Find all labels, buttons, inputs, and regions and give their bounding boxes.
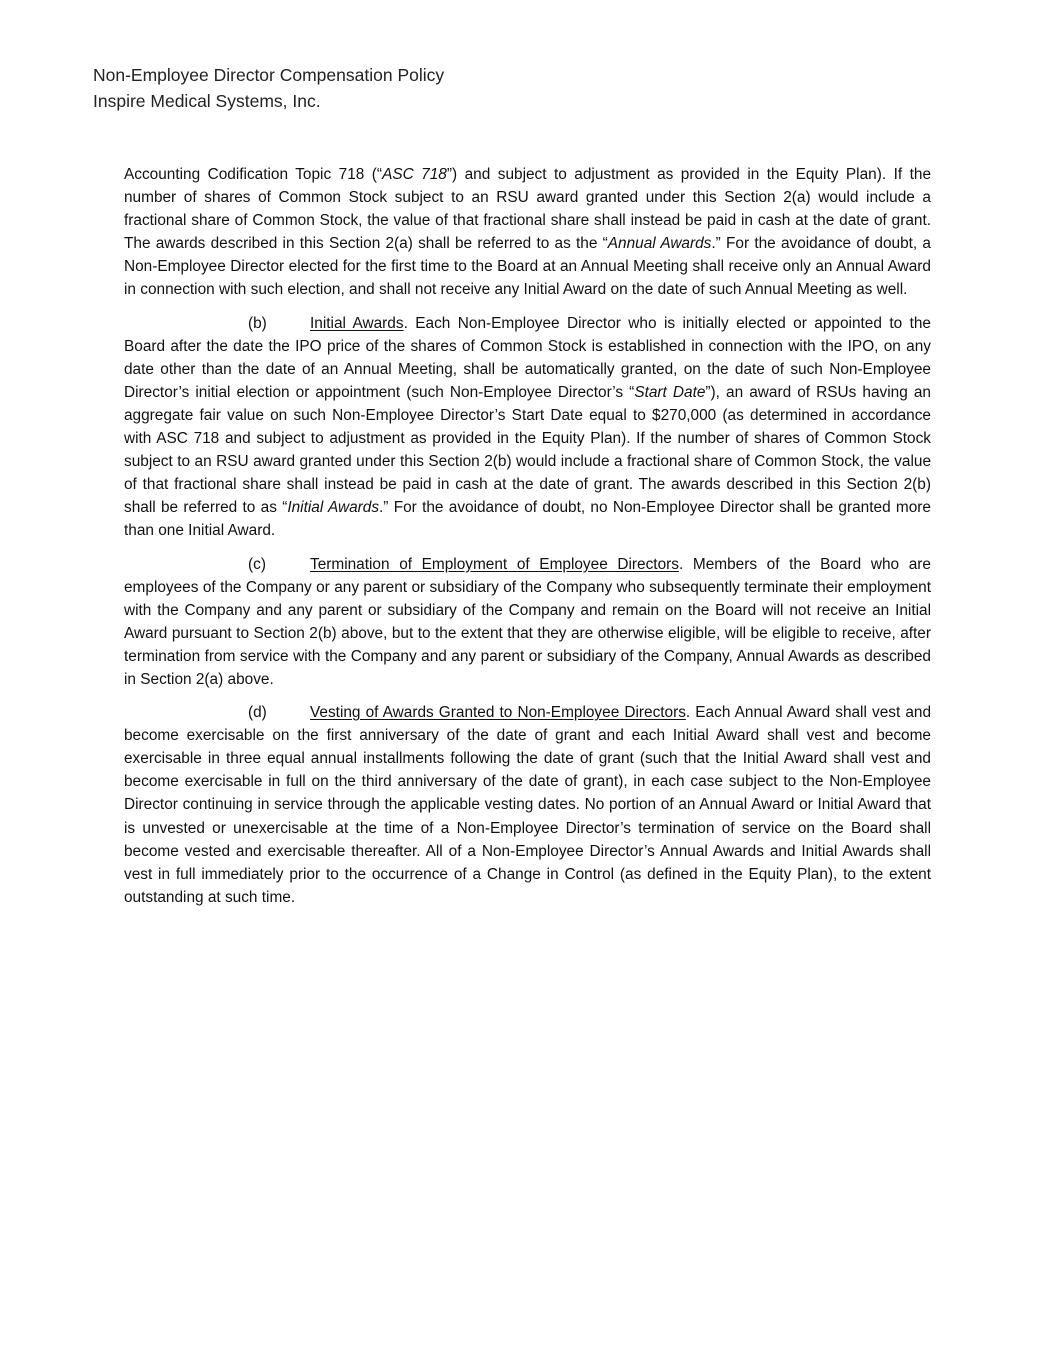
section-heading-termination: Termination of Employment of Employee Directors (310, 555, 679, 573)
section-marker-b: (b) (248, 314, 267, 332)
defined-term-start-date: Start Date (634, 383, 706, 401)
section-marker-d: (d) (248, 704, 267, 722)
paragraph-text: . Each Annual Award shall vest and become exercisable on the first anniversary of the date of grant and each Initial Award shall vest and become exercisable in three equal annual installments following the date of grant (such that the Initial Award shall vest and become exercisable in full on the third anniversary of the date of grant), in each case subject to the Non-Employee Director continuing in service through the applicable vesting dates. No portion of an Annual Award or Initial Award that is unvested or unexercisable at the time of a Non-Employee Director’s termination of service on the Board shall become vested and exercisable thereafter. All of a Non-Employee Director’s Annual Awards and Initial Awards shall vest in full immediately prior to the occurrence of a Change in Control (as defined in the Equity Plan), to the extent outstanding at such time. (124, 704, 931, 906)
paragraph-section-2c (124, 553, 931, 692)
policy-title: Non-Employee Director Compensation Policy (93, 65, 445, 85)
paragraph-text: . Members of the Board who are employees of the Company or any parent or subsidiary of the Company who subsequently terminate their employment with the Company and any parent or subsidiary of the Company and remain on the Board will not receive an Initial Award pursuant to Section 2(b) above, but to the extent that they are otherwise eligible, will be eligible to receive, after termination from service with the Company and any parent or subsidiary of the Company, Annual Awards as described in Section 2(a) above. (124, 555, 931, 688)
paragraph-section-2b (124, 312, 931, 543)
paragraph-section-2d (124, 701, 931, 909)
document-header (93, 62, 444, 114)
defined-term-asc-718: ASC 718 (382, 166, 447, 183)
section-heading-initial-awards: Initial Awards (310, 314, 404, 332)
defined-term-annual-awards: Annual Awards (607, 235, 712, 253)
paragraph-text: ”), an award of RSUs having an aggregate fair value on such Non-Employee Director’s Start Date equal to $270,000 (as determined in accordance with ASC 718 and subject to adjustment as provided in the Equity Plan). If the number of shares of Common Stock subject to an RSU award granted under this Section 2(b) would include a fractional share of Common Stock, the value of that fractional share shall instead be paid in cash at the date of grant. The awards described in this Section 2(b) shall be referred to as “ (124, 383, 931, 517)
paragraph-text: .” For the avoidance of doubt, no Non-Employee Director shall be granted more than one Initial Award. (124, 499, 931, 540)
paragraph-text: ”) and subject to adjustment as provided in the Equity Plan). If the number of shares of Common Stock subject to an RSU award granted under this Section 2(a) would include a fractional share of Common Stock, the value of that fractional share shall instead be paid in cash at the date of grant. The awards described in this Section 2(a) shall be referred to as the “ (124, 166, 931, 253)
paragraph-text: . Each Non-Employee Director who is initially elected or appointed to the Board after the date the IPO price of the shares of Common Stock is established in connection with the IPO, on any date other than the date of an Annual Meeting, shall be automatically granted, on the date of such Non-Employee Director’s initial election or appointment (such Non-Employee Director’s “ (124, 314, 931, 401)
company-name: Inspire Medical Systems, Inc. (93, 91, 321, 111)
paragraph-section-2a-continued (124, 163, 931, 302)
document-body (124, 163, 931, 919)
paragraph-text: .” For the avoidance of doubt, a Non-Employee Director elected for the first time to the Board at an Annual Meeting shall receive only an Annual Award in connection with such election, and shall not receive any Initial Award on the date of such Annual Meeting as well. (124, 235, 931, 299)
section-marker-c: (c) (248, 555, 266, 573)
paragraph-text: Accounting Codification Topic 718 (“ (124, 166, 383, 183)
defined-term-initial-awards: Initial Awards (287, 499, 380, 517)
section-heading-vesting: Vesting of Awards Granted to Non-Employee Directors (310, 704, 686, 722)
